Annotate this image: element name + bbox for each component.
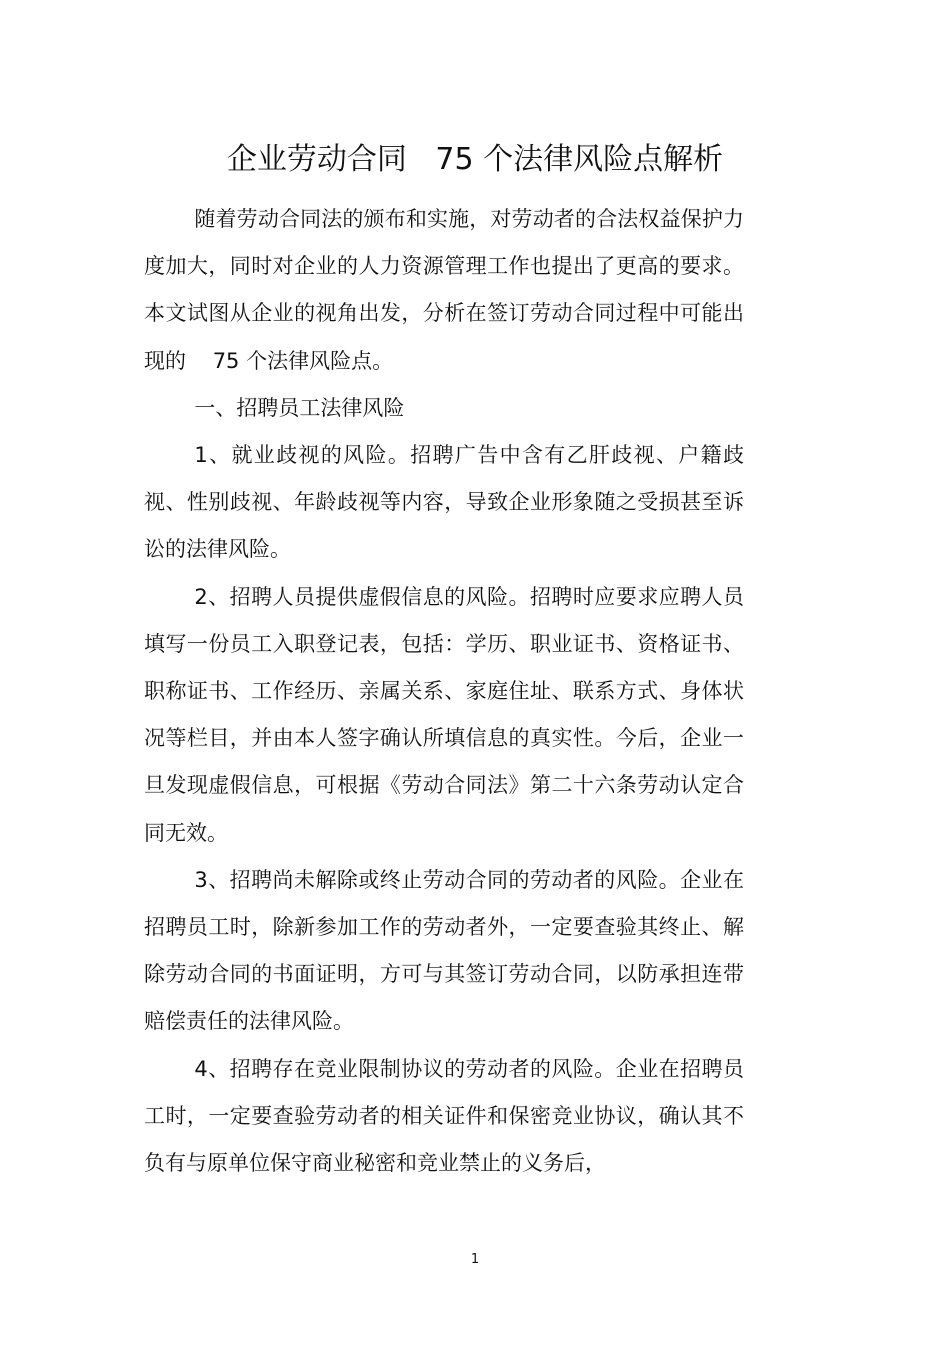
section-heading: 一、招聘员工法律风险 — [194, 395, 405, 420]
page-number: 1 — [470, 1252, 480, 1267]
document-title: 企业劳动合同 75 个法律风险点解析 — [226, 142, 724, 177]
paragraph-item-3: 3、招聘尚未解除或终止劳动合同的劳动者的风险。企业在招聘员工时，除新参加工作的劳动者外，一定要查验其终止、解除劳动合同的书面证明，方可与其签订劳动合同，以防承担连带赔偿责任的法律风险。 — [144, 867, 744, 1034]
paragraph-intro: 随着劳动合同法的颁布和实施，对劳动者的合法权益保护力度加大，同时对企业的人力资源管理工作也提出了更高的要求。本文试图从企业的视角出发，分析在签订劳动合同过程中可能出现的 75 个法律风险点。 — [144, 207, 744, 373]
paragraph-item-4: 4、招聘存在竞业限制协议的劳动者的风险。企业在招聘员工时，一定要查验劳动者的相关证件和保密竞业协议，确认其不负有与原单位保守商业秘密和竞业禁止的义务后， — [144, 1056, 744, 1176]
paragraph-item-1: 1、就业歧视的风险。招聘广告中含有乙肝歧视、户籍歧视、性别歧视、年龄歧视等内容，导致企业形象随之受损甚至诉讼的法律风险。 — [144, 443, 744, 562]
paragraph-item-2: 2、招聘人员提供虚假信息的风险。招聘时应要求应聘人员填写一份员工入职登记表，包括：学历、职业证书、资格证书、职称证书、工作经历、亲属关系、家庭住址、联系方式、身体状况等栏目，并由本人签字确认所填信息的真实性。今后，企业一旦发现虚假信息，可根据《劳动合同法》第二十六条劳动认定合同无效。 — [144, 584, 744, 845]
document-body — [144, 196, 744, 1187]
